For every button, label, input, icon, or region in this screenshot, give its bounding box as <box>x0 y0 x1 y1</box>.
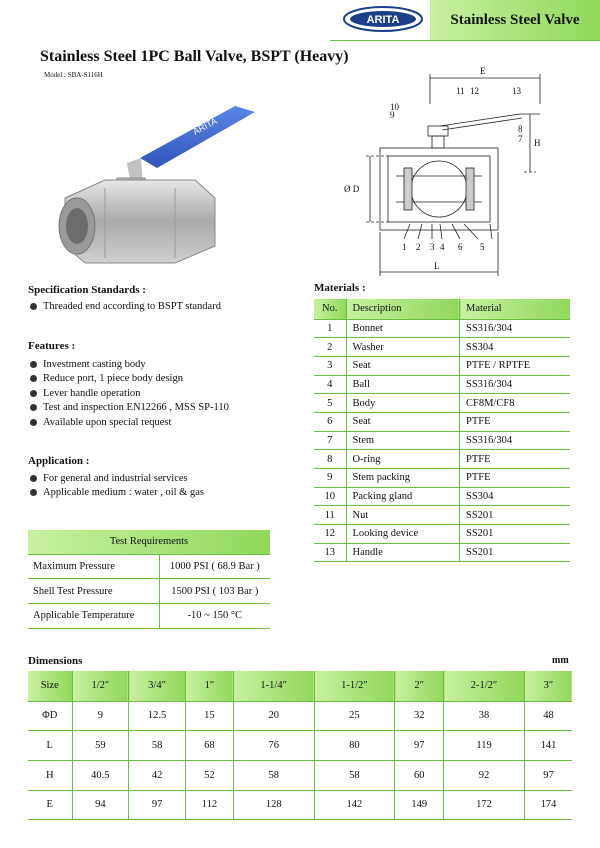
materials-table <box>314 299 570 562</box>
material-description: Seat <box>346 356 460 375</box>
test-value: 1000 PSI ( 68.9 Bar ) <box>159 554 270 579</box>
material-description: Stem packing <box>346 469 460 488</box>
dimension-value: 92 <box>444 760 525 790</box>
dimension-value: 20 <box>233 701 314 731</box>
dimension-value: 40.5 <box>72 760 129 790</box>
model-number: Model : SBA-S116H <box>44 71 103 79</box>
table-row <box>314 394 570 413</box>
table-row <box>28 731 572 761</box>
material-no: 4 <box>314 375 346 394</box>
category-banner: Stainless Steel Valve <box>430 0 600 40</box>
dimension-value: 58 <box>129 731 186 761</box>
table-row <box>314 450 570 469</box>
part-number-label: 12 <box>470 86 479 96</box>
list-item: Available upon special request <box>30 415 229 430</box>
dimension-value: 12.5 <box>129 701 186 731</box>
list-item: Test and inspection EN12266 , MSS SP-110 <box>30 401 229 416</box>
dimension-value: 42 <box>129 760 186 790</box>
column-header: No. <box>314 299 346 319</box>
product-title: Stainless Steel 1PC Ball Valve, BSPT (Heavy) <box>40 48 349 65</box>
table-row <box>314 543 570 562</box>
material-description: Ball <box>346 375 460 394</box>
dimension-value: 128 <box>233 790 314 820</box>
dimension-value: 172 <box>444 790 525 820</box>
part-number-label: 11 <box>456 86 465 96</box>
dimension-value: 149 <box>395 790 444 820</box>
part-number-label: 13 <box>512 86 521 96</box>
material-value: SS201 <box>460 525 571 544</box>
table-row <box>314 469 570 488</box>
dimension-value: 48 <box>524 701 572 731</box>
size-column-header: 1″ <box>185 671 233 701</box>
table-row <box>314 506 570 525</box>
material-no: 9 <box>314 469 346 488</box>
material-no: 7 <box>314 431 346 450</box>
material-description: Nut <box>346 506 460 525</box>
material-no: 5 <box>314 394 346 413</box>
list-item: Applicable medium : water , oil & gas <box>30 486 204 501</box>
bullet-icon <box>30 404 37 411</box>
brand-logo <box>343 6 423 32</box>
dimension-value: 58 <box>314 760 395 790</box>
dimension-value: 25 <box>314 701 395 731</box>
test-label: Shell Test Pressure <box>28 579 159 604</box>
material-value: SS201 <box>460 506 571 525</box>
header-divider <box>330 40 600 41</box>
material-description: Seat <box>346 412 460 431</box>
table-row <box>28 790 572 820</box>
svg-text:L: L <box>434 261 440 271</box>
dimension-value: 58 <box>233 760 314 790</box>
test-label: Maximum Pressure <box>28 554 159 579</box>
part-number-label: 5 <box>480 242 485 252</box>
dimension-value: 174 <box>524 790 572 820</box>
material-no: 8 <box>314 450 346 469</box>
material-no: 3 <box>314 356 346 375</box>
material-value: PTFE <box>460 469 571 488</box>
size-column-header: 1-1/2″ <box>314 671 395 701</box>
material-description: Packing gland <box>346 487 460 506</box>
test-value: 1500 PSI ( 103 Bar ) <box>159 579 270 604</box>
bullet-icon <box>30 489 37 496</box>
column-header: Material <box>460 299 571 319</box>
table-header-row <box>314 299 570 319</box>
material-value: PTFE <box>460 412 571 431</box>
list-item: Investment casting body <box>30 357 229 372</box>
part-number-label: 1 <box>402 242 407 252</box>
material-no: 12 <box>314 525 346 544</box>
material-no: 11 <box>314 506 346 525</box>
dimension-value: 15 <box>185 701 233 731</box>
material-value: CF8M/CF8 <box>460 394 571 413</box>
size-column-header: 3″ <box>524 671 572 701</box>
table-row <box>314 356 570 375</box>
part-number-label: 9 <box>390 110 395 120</box>
dimensions-table <box>28 671 572 820</box>
material-value: SS316/304 <box>460 319 571 338</box>
material-description: Bonnet <box>346 319 460 338</box>
svg-text:H: H <box>534 138 541 148</box>
features-title: Features : <box>28 340 76 352</box>
application-list <box>30 471 204 500</box>
part-number-label: 10 <box>390 102 399 112</box>
list-item: Reduce port, 1 piece body design <box>30 372 229 387</box>
dimension-value: 32 <box>395 701 444 731</box>
dimension-value: 142 <box>314 790 395 820</box>
dimension-label: L <box>28 731 72 761</box>
dimension-value: 97 <box>524 760 572 790</box>
part-number-label: 8 <box>518 124 523 134</box>
material-value: SS304 <box>460 487 571 506</box>
material-no: 1 <box>314 319 346 338</box>
specification-title: Specification Standards : <box>28 284 146 296</box>
dimensions-unit: mm <box>552 655 569 666</box>
dimension-label: ΦD <box>28 701 72 731</box>
table-row <box>314 487 570 506</box>
dimension-value: 9 <box>72 701 129 731</box>
size-column-header: 2″ <box>395 671 444 701</box>
material-no: 13 <box>314 543 346 562</box>
specification-list <box>30 299 221 314</box>
table-row <box>314 375 570 394</box>
table-header-row <box>28 671 572 701</box>
dimension-value: 80 <box>314 731 395 761</box>
material-description: Washer <box>346 338 460 357</box>
dimension-value: 119 <box>444 731 525 761</box>
table-row <box>28 603 270 628</box>
dimension-value: 38 <box>444 701 525 731</box>
table-row <box>28 579 270 604</box>
material-value: PTFE <box>460 450 571 469</box>
technical-drawing <box>340 64 550 276</box>
dimension-value: 94 <box>72 790 129 820</box>
dimensions-title: Dimensions <box>28 655 83 667</box>
part-number-label: 7 <box>518 134 523 144</box>
dimension-value: 52 <box>185 760 233 790</box>
bullet-icon <box>30 419 37 426</box>
bullet-icon <box>30 475 37 482</box>
material-description: Stem <box>346 431 460 450</box>
list-item: Lever handle operation <box>30 386 229 401</box>
dimension-label: H <box>28 760 72 790</box>
dimension-value: 141 <box>524 731 572 761</box>
list-item: Threaded end according to BSPT standard <box>30 299 221 314</box>
material-no: 2 <box>314 338 346 357</box>
features-list <box>30 357 229 430</box>
table-header-row <box>28 530 270 554</box>
material-no: 10 <box>314 487 346 506</box>
table-row <box>314 525 570 544</box>
svg-text:ARITA: ARITA <box>191 115 219 137</box>
material-value: SS316/304 <box>460 431 571 450</box>
part-number-label: 2 <box>416 242 421 252</box>
dimension-value: 112 <box>185 790 233 820</box>
test-title: Test Requirements <box>28 530 270 554</box>
part-number-label: 4 <box>440 242 445 252</box>
materials-title: Materials : <box>314 282 366 294</box>
dimension-value: 97 <box>129 790 186 820</box>
bullet-icon <box>30 361 37 368</box>
size-column-header: 1-1/4″ <box>233 671 314 701</box>
table-row <box>28 760 572 790</box>
column-header: Description <box>346 299 460 319</box>
list-item: For general and industrial services <box>30 471 204 486</box>
dimension-value: 60 <box>395 760 444 790</box>
svg-text:E: E <box>480 66 486 76</box>
table-row <box>28 554 270 579</box>
material-description: O-ring <box>346 450 460 469</box>
material-description: Looking device <box>346 525 460 544</box>
table-row <box>314 412 570 431</box>
dimension-value: 68 <box>185 731 233 761</box>
table-row <box>314 338 570 357</box>
product-photo <box>45 98 270 268</box>
part-number-label: 6 <box>458 242 463 252</box>
test-value: -10 ~ 150 °C <box>159 603 270 628</box>
material-no: 6 <box>314 412 346 431</box>
material-value: SS201 <box>460 543 571 562</box>
material-value: SS316/304 <box>460 375 571 394</box>
material-value: PTFE / RPTFE <box>460 356 571 375</box>
bullet-icon <box>30 390 37 397</box>
dimension-value: 97 <box>395 731 444 761</box>
svg-text:Ø D: Ø D <box>344 184 360 194</box>
material-description: Handle <box>346 543 460 562</box>
svg-text:ARITA: ARITA <box>366 14 400 26</box>
bullet-icon <box>30 303 37 310</box>
material-description: Body <box>346 394 460 413</box>
test-label: Applicable Temperature <box>28 603 159 628</box>
part-number-label: 3 <box>430 242 435 252</box>
dimension-value: 59 <box>72 731 129 761</box>
test-requirements-table <box>28 530 270 629</box>
table-row <box>314 431 570 450</box>
bullet-icon <box>30 375 37 382</box>
application-title: Application : <box>28 455 90 467</box>
table-row <box>28 701 572 731</box>
size-column-header: 1/2″ <box>72 671 129 701</box>
size-column-header: 2-1/2″ <box>444 671 525 701</box>
size-column-header: 3/4″ <box>129 671 186 701</box>
dimension-label: E <box>28 790 72 820</box>
table-row <box>314 319 570 338</box>
dimension-value: 76 <box>233 731 314 761</box>
material-value: SS304 <box>460 338 571 357</box>
size-header: Size <box>28 671 72 701</box>
